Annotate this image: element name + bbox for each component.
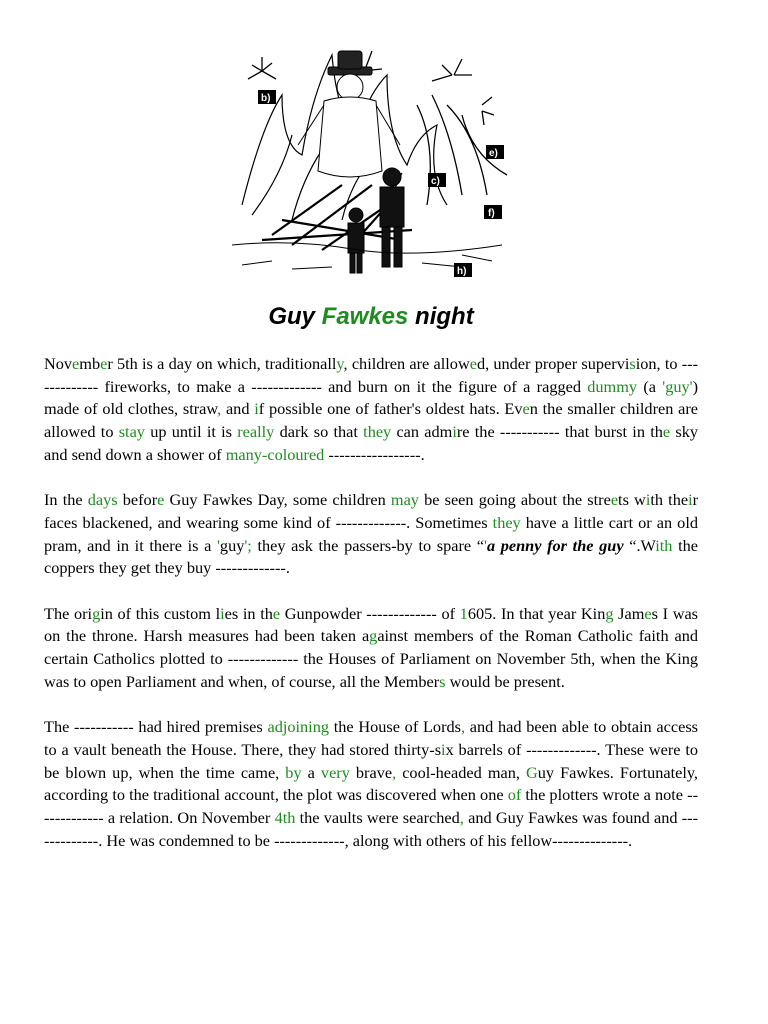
text-segment: the House of Lords — [328, 717, 461, 737]
text-segment: d, under proper supervi — [476, 354, 630, 373]
highlighted-text: i — [220, 603, 225, 623]
text-segment: r faces blackened, and wearing some kind of -------------. Sometimes — [44, 490, 699, 532]
text-segment: the vaults were searched — [295, 808, 460, 828]
highlighted-text: g — [92, 603, 101, 623]
text-segment: f possible one of father's oldest hats. Ev — [258, 399, 523, 419]
highlighted-text: s — [439, 671, 446, 691]
highlighted-text: , — [217, 399, 222, 419]
text-segment: Guy Fawkes Day, some children — [164, 490, 391, 510]
text-segment: mb — [79, 354, 101, 373]
highlighted-text: by — [285, 762, 302, 782]
paragraph-3 — [44, 603, 698, 694]
text-segment: and Guy Fawkes was found and -------------. He was condemned to be -------------, along with others of his fellow--------------. — [44, 808, 699, 850]
story-text — [44, 353, 698, 875]
highlighted-text: very — [320, 762, 350, 782]
text-segment: dark so that — [274, 422, 364, 442]
emphasized-quote: a penny for the guy — [486, 535, 624, 555]
text-segment: ainst members of the Roman Catholic faith and certain Catholics plotted to ------------- the Houses of Parliament on November 5th, when the King was to open Parliament and when, of course, all the Member — [44, 626, 698, 691]
highlighted-text: 'guy' — [662, 376, 693, 396]
highlighted-text: ' — [484, 535, 487, 555]
illustration-label-h: h) — [457, 266, 467, 277]
highlighted-text: may — [390, 490, 419, 510]
text-segment: in of this custom l — [100, 603, 221, 623]
highlighted-text: i — [441, 739, 446, 759]
highlighted-text: s — [629, 354, 636, 373]
text-segment: (a — [637, 376, 663, 396]
title-part-guy: Guy — [268, 303, 322, 330]
paragraph-4 — [44, 716, 698, 852]
text-segment: In the — [44, 490, 88, 510]
text-segment: sky and send down a shower of — [44, 422, 698, 464]
illustration-label-c: c) — [431, 176, 440, 187]
text-segment: ts w — [618, 490, 646, 510]
illustration-drawing — [232, 45, 510, 277]
text-segment: The ----------- had hired premises — [44, 717, 268, 737]
highlighted-text: many-coloured — [225, 444, 325, 464]
illustration-label-b: b) — [261, 93, 271, 104]
highlighted-text: i — [452, 422, 457, 442]
highlighted-text: ith — [655, 535, 673, 555]
text-segment: es in th — [224, 603, 273, 623]
text-segment: n the smaller children are allowed to — [44, 399, 698, 442]
illustration-label-f: f) — [488, 208, 495, 219]
text-segment: befor — [117, 490, 158, 510]
text-segment: Nov — [44, 354, 73, 373]
text-segment: guy — [219, 535, 245, 555]
text-segment: cool-headed man, — [396, 762, 526, 782]
page-title — [0, 300, 742, 334]
text-segment: ) made of old clothes, straw — [44, 376, 698, 419]
highlighted-text: g — [605, 603, 614, 623]
text-segment: a — [301, 762, 321, 782]
highlighted-text: e — [644, 603, 652, 623]
illustration-label-e: e) — [489, 148, 498, 159]
title-part-fawkes: Fawkes — [321, 303, 409, 330]
text-segment: the coppers they get they buy -------------. — [44, 535, 698, 578]
text-segment: x barrels of -------------. These were to be blown up, when the time came, — [44, 739, 698, 782]
highlighted-text: e — [72, 354, 80, 373]
text-segment: , children are allow — [343, 354, 470, 373]
text-segment: and had been able to obtain access to a vault beneath the House. There, they had stored thirty-s — [44, 717, 699, 759]
highlighted-text: g — [369, 626, 378, 646]
text-segment: they ask the passers-by to spare “ — [251, 535, 485, 555]
highlighted-text: days — [87, 490, 118, 510]
text-segment: uy Fawkes. Fortunately, according to the traditional account, the plot was discovered when one — [44, 762, 699, 805]
highlighted-text: really — [237, 422, 275, 442]
highlighted-text: , — [392, 762, 397, 782]
text-segment: s I was on the throne. Harsh measures had been taken a — [44, 603, 699, 646]
text-segment: would be present. — [445, 671, 565, 691]
text-segment: -----------------. — [324, 444, 425, 464]
highlighted-text: dummy — [587, 376, 638, 396]
highlighted-text: e — [100, 354, 108, 373]
text-segment: can adm — [391, 422, 453, 442]
text-segment: the plotters wrote a note ------------- a relation. On November — [44, 785, 698, 828]
paragraph-2 — [44, 489, 698, 580]
highlighted-text: '; — [244, 535, 252, 555]
highlighted-text: ' — [216, 535, 220, 555]
highlighted-text: i — [645, 490, 651, 510]
highlighted-text: i — [688, 490, 693, 510]
highlighted-text: e — [469, 354, 477, 373]
text-segment: The ori — [44, 603, 93, 623]
text-segment: Gunpowder ------------- of — [280, 603, 460, 623]
text-segment: re the ----------- that burst in th — [456, 422, 663, 442]
title-part-night: night — [408, 303, 474, 330]
highlighted-text: e — [662, 422, 671, 442]
highlighted-text: , — [460, 717, 466, 737]
highlighted-text: adjoining — [267, 717, 329, 737]
highlighted-text: , — [459, 808, 464, 828]
highlighted-text: they — [492, 512, 521, 532]
text-segment: be seen going about the stre — [418, 490, 611, 510]
paragraph-1 — [44, 353, 698, 467]
text-segment: brave — [349, 762, 393, 782]
highlighted-text: 1 — [459, 603, 468, 623]
guy-fawkes-bonfire-illustration — [232, 45, 510, 277]
text-segment: and — [221, 399, 255, 419]
highlighted-text: stay — [118, 422, 145, 442]
highlighted-text: i — [254, 399, 259, 419]
highlighted-text: e — [522, 399, 530, 419]
text-segment: th the — [650, 490, 689, 510]
highlighted-text: y — [336, 354, 344, 373]
text-segment: 605. In that year Kin — [467, 603, 606, 623]
text-segment: “.W — [623, 535, 656, 555]
highlighted-text: e — [157, 490, 165, 510]
highlighted-text: 4th — [274, 808, 296, 828]
highlighted-text: of — [507, 785, 522, 805]
text-segment: have a little cart or an old pram, and in it there is a — [44, 512, 698, 555]
text-segment: ion, to ------------- fireworks, to make a ------------- and burn on it the figure of a ragged — [44, 354, 699, 396]
text-segment: up until it is — [144, 422, 238, 442]
text-segment: r 5th is a day on which, traditionall — [107, 354, 337, 373]
highlighted-text: they — [363, 422, 392, 442]
highlighted-text: G — [525, 762, 538, 782]
text-segment: Jam — [613, 603, 645, 623]
highlighted-text: e — [610, 490, 619, 510]
highlighted-text: e — [272, 603, 281, 623]
